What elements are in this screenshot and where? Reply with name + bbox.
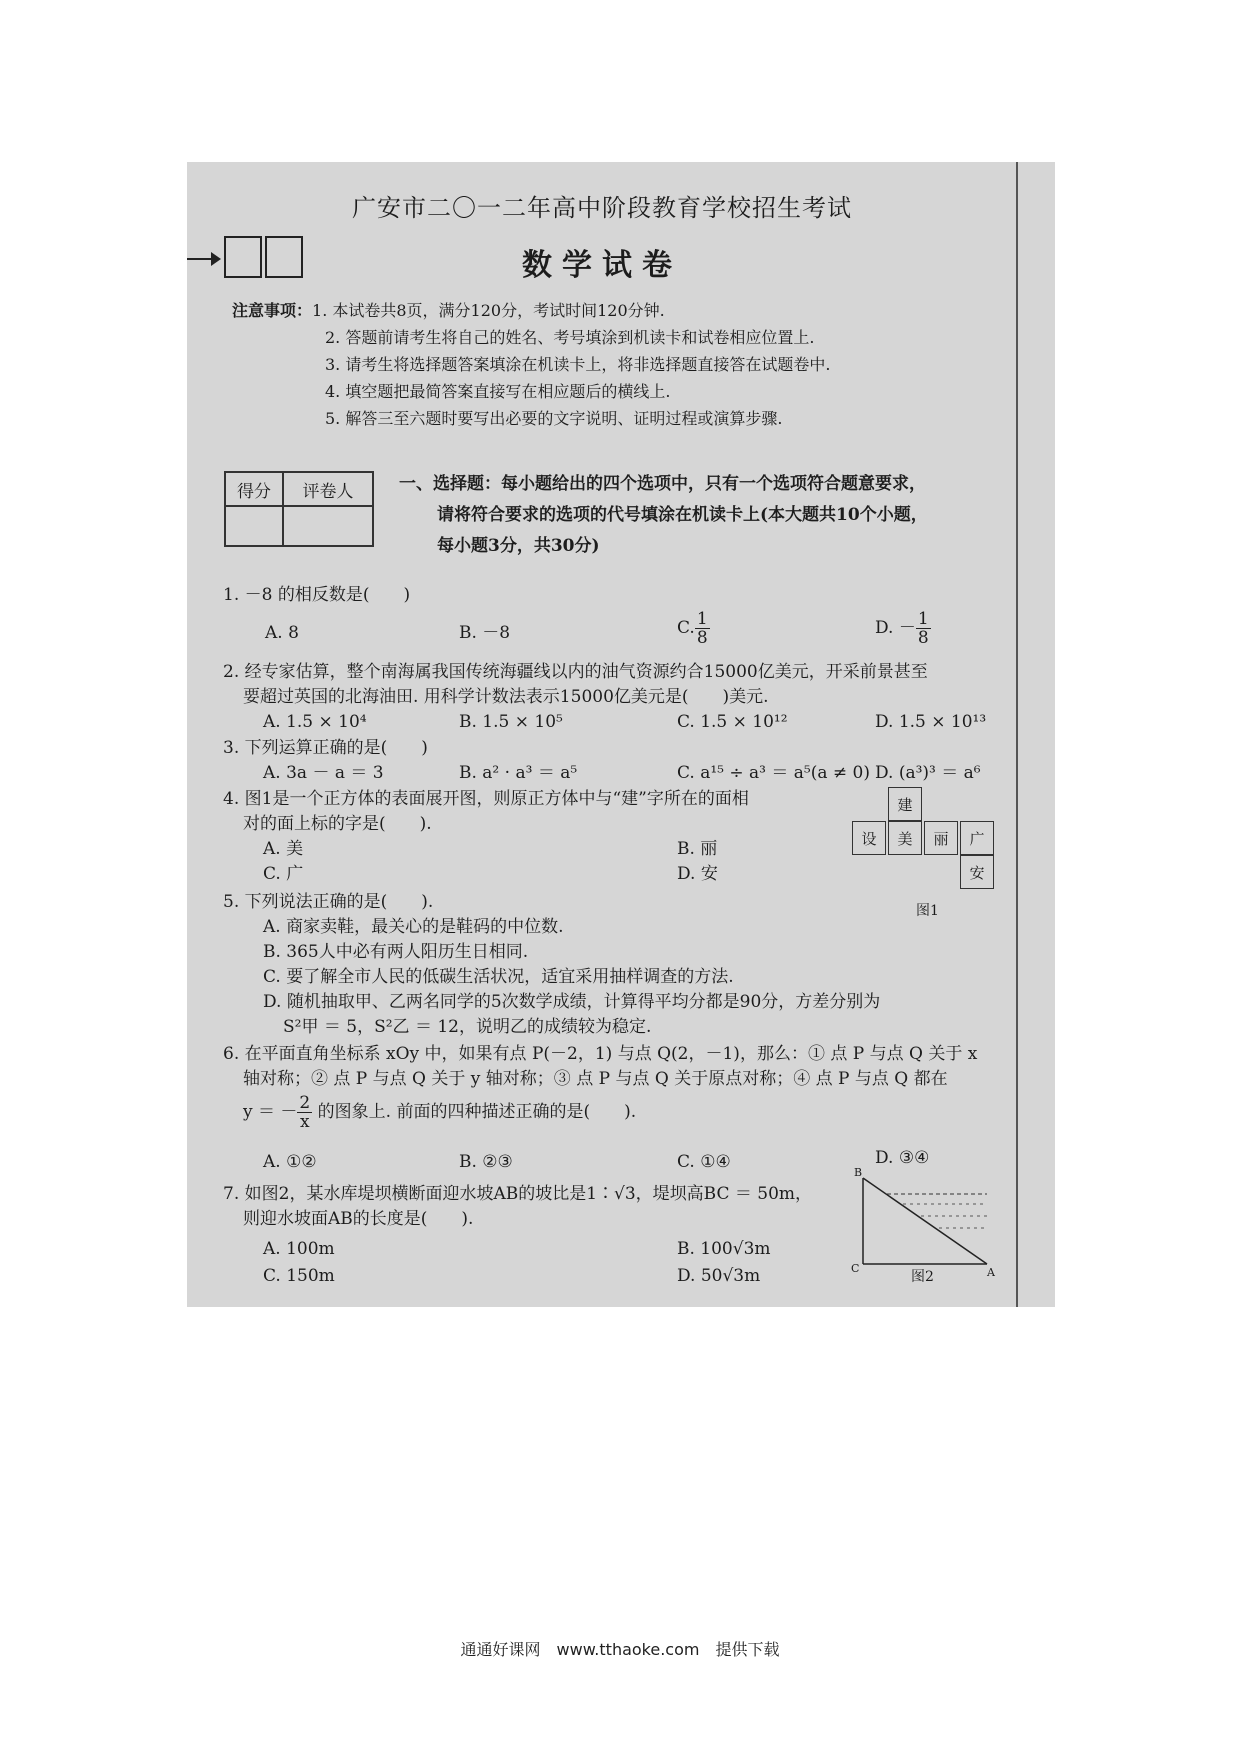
q7-line2: 则迎水坡面AB的长度是( ). [243, 1209, 474, 1229]
q2-option-c: C. 1.5 × 10¹² [677, 712, 788, 732]
figure2-point-b: B [854, 1166, 863, 1179]
q3-option-a: A. 3a － a ＝ 3 [263, 763, 384, 783]
q7-option-a: A. 100m [263, 1239, 335, 1259]
q4-option-a: A. 美 [263, 839, 304, 859]
cube-face-li: 丽 [924, 821, 958, 855]
q2-line1: 2. 经专家估算，整个南海属我国传统海疆线以内的油气资源约合15000亿美元，开采前景甚至 [223, 662, 928, 682]
note-item: 3. 请考生将选择题答案填涂在机读卡上，将非选择题直接答在试题卷中. [325, 355, 831, 374]
q6-line3 [243, 1094, 636, 1131]
q5-option-d-line2: S²甲 ＝ 5，S²乙 ＝ 12，说明乙的成绩较为稳定. [283, 1017, 652, 1037]
q4-option-d: D. 安 [677, 864, 718, 884]
q2-option-b: B. 1.5 × 10⁵ [459, 712, 563, 732]
cube-face-she: 设 [852, 821, 886, 855]
q2-option-a: A. 1.5 × 10⁴ [263, 712, 367, 732]
exam-subtitle: 数学试卷 [522, 248, 682, 283]
q6-option-b: B. ②③ [459, 1152, 513, 1172]
q4-option-c: C. 广 [263, 864, 304, 884]
exam-title: 广安市二〇一二年高中阶段教育学校招生考试 [352, 194, 852, 222]
q6-line3-pre: y ＝ － [243, 1102, 298, 1122]
score-cell [225, 506, 283, 546]
q1-option-c [677, 610, 710, 647]
note-item: 2. 答题前请考生将自己的姓名、考号填涂到机读卡和试卷相应位置上. [325, 328, 815, 347]
note-item: 1. 本试卷共8页，满分120分，考试时间120分钟. [312, 301, 665, 320]
figure2-point-a: A [987, 1266, 995, 1279]
q3-option-b: B. a² · a³ ＝ a⁵ [459, 763, 578, 783]
q6-option-d: D. ③④ [875, 1148, 930, 1168]
cube-face-mei: 美 [888, 821, 922, 855]
q7-option-b: B. 100√3m [677, 1239, 771, 1259]
q1-d-fraction [916, 610, 931, 647]
q1-option-b: B. －8 [459, 623, 511, 643]
q4-line2: 对的面上标的字是( ). [243, 814, 432, 834]
q6-option-c: C. ①④ [677, 1152, 731, 1172]
dam-slope-line-ab [863, 1178, 987, 1264]
q6-frac-num: 2 [299, 1093, 311, 1113]
figure2-point-c: C [851, 1262, 860, 1275]
q7-line1: 7. 如图2，某水库堤坝横断面迎水坡AB的坡比是1∶√3，堤坝高BC ＝ 50m， [223, 1184, 813, 1204]
section1-line: 一、选择题：每小题给出的四个选项中，只有一个选项符合题意要求， [399, 474, 926, 494]
q6-line3-post: 的图象上. 前面的四种描述正确的是( ). [312, 1102, 637, 1122]
q1-option-d [875, 610, 931, 647]
exam-photo [187, 162, 1055, 1307]
q2-line2: 要超过英国的北海油田. 用科学计数法表示15000亿美元是( )美元. [243, 687, 769, 707]
score-header: 得分 [225, 472, 283, 506]
q5-stem: 5. 下列说法正确的是( ). [223, 892, 434, 912]
section1-line: 每小题3分，共30分) [437, 536, 600, 556]
figure2-diagram [847, 1168, 997, 1278]
footer-text: 通通好课网 www.tthaoke.com 提供下载 [460, 1640, 780, 1659]
q5-option-a: A. 商家卖鞋，最关心的是鞋码的中位数. [263, 917, 564, 937]
q6-fraction [297, 1094, 312, 1131]
q1-d-den: 8 [917, 628, 929, 648]
q1-d-num: 1 [917, 609, 929, 629]
q1-stem: 1. －8 的相反数是( ) [223, 585, 411, 605]
grader-cell [283, 506, 373, 546]
q1-c-num: 1 [696, 609, 708, 629]
q1-c-den: 8 [696, 628, 708, 648]
q1-c-prefix: C. [677, 618, 695, 638]
q7-option-c: C. 150m [263, 1266, 335, 1286]
cube-face-jian: 建 [888, 787, 922, 821]
note-item: 5. 解答三至六题时要写出必要的文字说明、证明过程或演算步骤. [325, 409, 783, 428]
section1-heading [399, 469, 928, 562]
figure2-label: 图2 [911, 1269, 934, 1285]
q1-d-prefix: D. － [875, 618, 916, 638]
q4-option-b: B. 丽 [677, 839, 718, 859]
q6-line1: 6. 在平面直角坐标系 xOy 中，如果有点 P(－2，1) 与点 Q(2，－1)，那么：① 点 P 与点 Q 关于 x [223, 1044, 978, 1064]
q5-option-d-line1: D. 随机抽取甲、乙两名同学的5次数学成绩，计算得平均分都是90分，方差分别为 [263, 992, 881, 1012]
score-box [224, 471, 374, 547]
note-item: 4. 填空题把最简答案直接写在相应题后的横线上. [325, 382, 671, 401]
q6-option-a: A. ①② [263, 1152, 317, 1172]
section1-line: 请将符合要求的选项的代号填涂在机读卡上(本大题共10个小题， [437, 505, 928, 525]
q3-option-c: C. a¹⁵ ÷ a³ ＝ a⁵(a ≠ 0) [677, 763, 871, 783]
q6-frac-den: x [300, 1112, 310, 1132]
q5-option-b: B. 365人中必有两人阳历生日相同. [263, 942, 529, 962]
figure1-label: 图1 [916, 903, 939, 919]
q2-option-d: D. 1.5 × 10¹³ [875, 712, 987, 732]
cube-face-guang: 广 [960, 821, 994, 855]
q3-option-d: D. (a³)³ ＝ a⁶ [875, 763, 981, 783]
notes-header: 注意事项： [232, 301, 313, 320]
q6-line2: 轴对称；② 点 P 与点 Q 关于 y 轴对称；③ 点 P 与点 Q 关于原点对称；④ 点 P 与点 Q 都在 [243, 1069, 948, 1089]
q5-option-c: C. 要了解全市人民的低碳生活状况，适宜采用抽样调查的方法. [263, 967, 734, 987]
q3-stem: 3. 下列运算正确的是( ) [223, 738, 428, 758]
q1-option-a: A. 8 [265, 623, 299, 643]
grader-header: 评卷人 [283, 472, 373, 506]
cube-face-an: 安 [960, 855, 994, 889]
q1-c-fraction [695, 610, 710, 647]
notes-block [232, 297, 830, 432]
q4-line1: 4. 图1是一个正方体的表面展开图，则原正方体中与“建”字所在的面相 [223, 789, 749, 809]
q7-option-d: D. 50√3m [677, 1266, 761, 1286]
page-edge-line [1016, 162, 1018, 1307]
